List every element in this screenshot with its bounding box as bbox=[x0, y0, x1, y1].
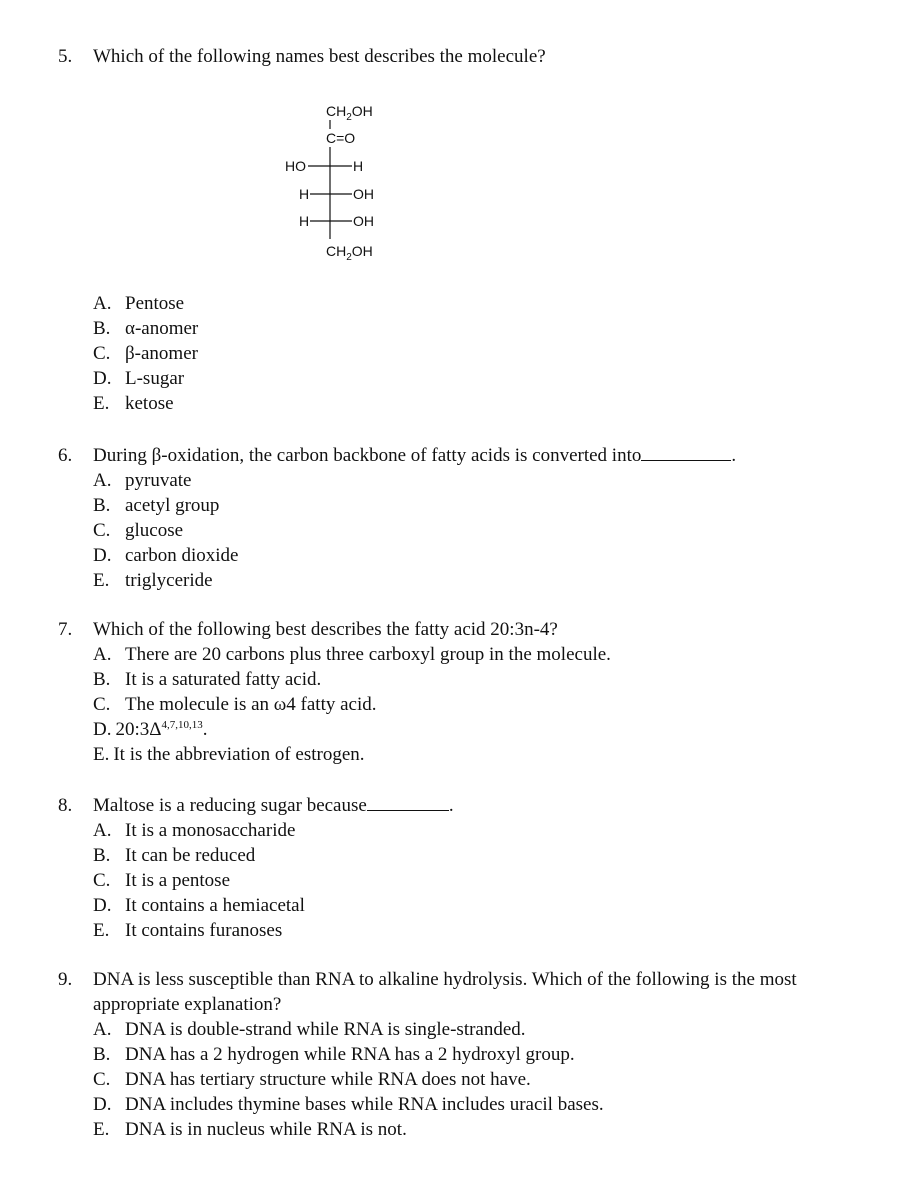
fischer-projection bbox=[270, 96, 420, 266]
option-letter: A. bbox=[93, 820, 112, 841]
option-b[interactable] bbox=[93, 667, 876, 692]
option-letter: D. bbox=[93, 368, 112, 389]
option-text: It is a pentose bbox=[125, 870, 231, 891]
option-text: 20:3Δ bbox=[115, 719, 162, 740]
option-e[interactable] bbox=[93, 918, 876, 943]
option-c[interactable] bbox=[93, 518, 876, 543]
option-text: DNA is in nucleus while RNA is not. bbox=[125, 1119, 407, 1140]
option-text: DNA includes thymine bases while RNA includes uracil bases. bbox=[125, 1094, 604, 1115]
option-letter: B. bbox=[93, 669, 111, 690]
top-group-label: $CH_2OH$ bbox=[326, 103, 373, 123]
option-b[interactable] bbox=[93, 493, 876, 518]
option-text: acetyl group bbox=[125, 495, 220, 516]
option-letter: B. bbox=[93, 318, 111, 339]
question-text: During β-oxidation, the carbon backbone of fatty acids is converted into bbox=[93, 445, 642, 466]
option-text: It is the abbreviation of estrogen. bbox=[113, 744, 365, 765]
option-text: glucose bbox=[125, 520, 184, 541]
option-list bbox=[93, 468, 876, 593]
option-text: It contains a hemiacetal bbox=[125, 895, 305, 916]
option-text: β-anomer bbox=[125, 343, 198, 364]
option-list bbox=[93, 1017, 876, 1142]
row2-right-label: OH bbox=[353, 186, 374, 202]
option-letter: C. bbox=[93, 694, 111, 715]
option-d[interactable] bbox=[93, 717, 876, 742]
option-letter: A. bbox=[93, 1019, 112, 1040]
bottom-group-label: $CH_2OH$ bbox=[326, 243, 373, 263]
question-text: DNA is less susceptible than RNA to alkaline hydrolysis. Which of the following is the most appropriate explanation? bbox=[93, 969, 797, 1015]
option-text: It can be reduced bbox=[125, 845, 256, 866]
option-letter: E. bbox=[93, 1119, 110, 1140]
question-number: 8. bbox=[58, 795, 73, 816]
answer-blank bbox=[641, 444, 731, 461]
carbonyl-label: C=O bbox=[326, 130, 356, 146]
question-number: 7. bbox=[58, 619, 73, 640]
option-letter: B. bbox=[93, 1044, 111, 1065]
question-end: . bbox=[448, 795, 454, 816]
option-list bbox=[93, 642, 876, 767]
option-a[interactable] bbox=[93, 642, 876, 667]
option-letter: D. bbox=[93, 895, 112, 916]
answer-blank bbox=[367, 794, 449, 811]
option-text: Pentose bbox=[125, 293, 185, 314]
option-text: It is a monosaccharide bbox=[125, 820, 296, 841]
option-text: DNA has tertiary structure while RNA does not have. bbox=[125, 1069, 531, 1090]
option-b[interactable] bbox=[93, 1042, 876, 1067]
question-end: . bbox=[731, 445, 737, 466]
option-a[interactable] bbox=[93, 468, 876, 493]
option-text: ketose bbox=[125, 393, 174, 414]
option-text: DNA is double-strand while RNA is single-stranded. bbox=[125, 1019, 526, 1040]
option-letter: B. bbox=[93, 845, 111, 866]
option-text: carbon dioxide bbox=[125, 545, 239, 566]
option-d[interactable] bbox=[93, 1092, 876, 1117]
option-d[interactable] bbox=[93, 366, 876, 391]
option-d[interactable] bbox=[93, 543, 876, 568]
option-a[interactable] bbox=[93, 291, 876, 316]
option-e[interactable] bbox=[93, 1117, 876, 1142]
question-7 bbox=[58, 617, 876, 767]
question-stem bbox=[58, 617, 876, 642]
option-letter: B. bbox=[93, 495, 111, 516]
option-suffix: . bbox=[202, 719, 208, 740]
question-stem bbox=[58, 443, 876, 468]
question-number: 5. bbox=[58, 46, 73, 67]
question-stem bbox=[58, 793, 876, 818]
question-text: Which of the following names best describes the molecule? bbox=[93, 46, 546, 67]
option-text-wrap bbox=[115, 717, 876, 742]
option-text: There are 20 carbons plus three carboxyl group in the molecule. bbox=[125, 644, 611, 665]
option-letter: E. bbox=[93, 393, 110, 414]
option-letter: C. bbox=[93, 870, 111, 891]
question-5-options bbox=[93, 291, 876, 416]
option-letter: D. bbox=[93, 719, 112, 740]
option-text: It is a saturated fatty acid. bbox=[125, 669, 322, 690]
question-5 bbox=[58, 44, 876, 69]
option-e[interactable] bbox=[93, 391, 876, 416]
option-c[interactable] bbox=[93, 692, 876, 717]
option-superscript: 4,7,10,13 bbox=[161, 719, 203, 731]
option-list bbox=[93, 291, 876, 416]
option-letter: D. bbox=[93, 545, 112, 566]
question-6 bbox=[58, 443, 876, 593]
option-text: The molecule is an ω4 fatty acid. bbox=[125, 694, 377, 715]
option-text: L-sugar bbox=[125, 368, 185, 389]
question-9 bbox=[58, 967, 876, 1142]
option-letter: A. bbox=[93, 470, 112, 491]
option-b[interactable] bbox=[93, 316, 876, 341]
option-text: α-anomer bbox=[125, 318, 199, 339]
option-letter: E. bbox=[93, 570, 110, 591]
row1-right-label: H bbox=[353, 158, 364, 174]
option-text: It contains furanoses bbox=[125, 920, 283, 941]
question-text: Maltose is a reducing sugar because bbox=[93, 795, 367, 816]
option-e[interactable] bbox=[93, 568, 876, 593]
question-stem bbox=[58, 44, 876, 69]
option-letter: A. bbox=[93, 644, 112, 665]
row2-left-label: H bbox=[299, 186, 310, 202]
question-stem bbox=[58, 967, 876, 1017]
question-text-wrap bbox=[93, 443, 876, 468]
option-text: pyruvate bbox=[125, 470, 192, 491]
option-text: triglyceride bbox=[125, 570, 213, 591]
option-e[interactable] bbox=[93, 742, 876, 767]
option-letter: A. bbox=[93, 293, 112, 314]
option-d[interactable] bbox=[93, 893, 876, 918]
row3-right-label: OH bbox=[353, 213, 374, 229]
option-text: DNA has a 2 hydrogen while RNA has a 2 hydroxyl group. bbox=[125, 1044, 575, 1065]
option-letter: E. bbox=[93, 920, 110, 941]
option-letter: C. bbox=[93, 343, 111, 364]
question-text-wrap bbox=[93, 793, 876, 818]
option-c[interactable] bbox=[93, 1067, 876, 1092]
option-c[interactable] bbox=[93, 341, 876, 366]
option-b[interactable] bbox=[93, 843, 876, 868]
question-number: 9. bbox=[58, 969, 73, 990]
option-c[interactable] bbox=[93, 868, 876, 893]
row1-left-label: HO bbox=[285, 158, 306, 174]
question-text: Which of the following best describes the fatty acid 20:3n-4? bbox=[93, 619, 558, 640]
option-letter: C. bbox=[93, 1069, 111, 1090]
option-letter: D. bbox=[93, 1094, 112, 1115]
option-list bbox=[93, 818, 876, 943]
option-a[interactable] bbox=[93, 818, 876, 843]
fischer-projection-svg bbox=[270, 96, 420, 266]
question-number: 6. bbox=[58, 445, 73, 466]
option-letter: E. bbox=[93, 744, 110, 765]
row3-left-label: H bbox=[299, 213, 310, 229]
option-letter: C. bbox=[93, 520, 111, 541]
question-8 bbox=[58, 793, 876, 943]
option-a[interactable] bbox=[93, 1017, 876, 1042]
